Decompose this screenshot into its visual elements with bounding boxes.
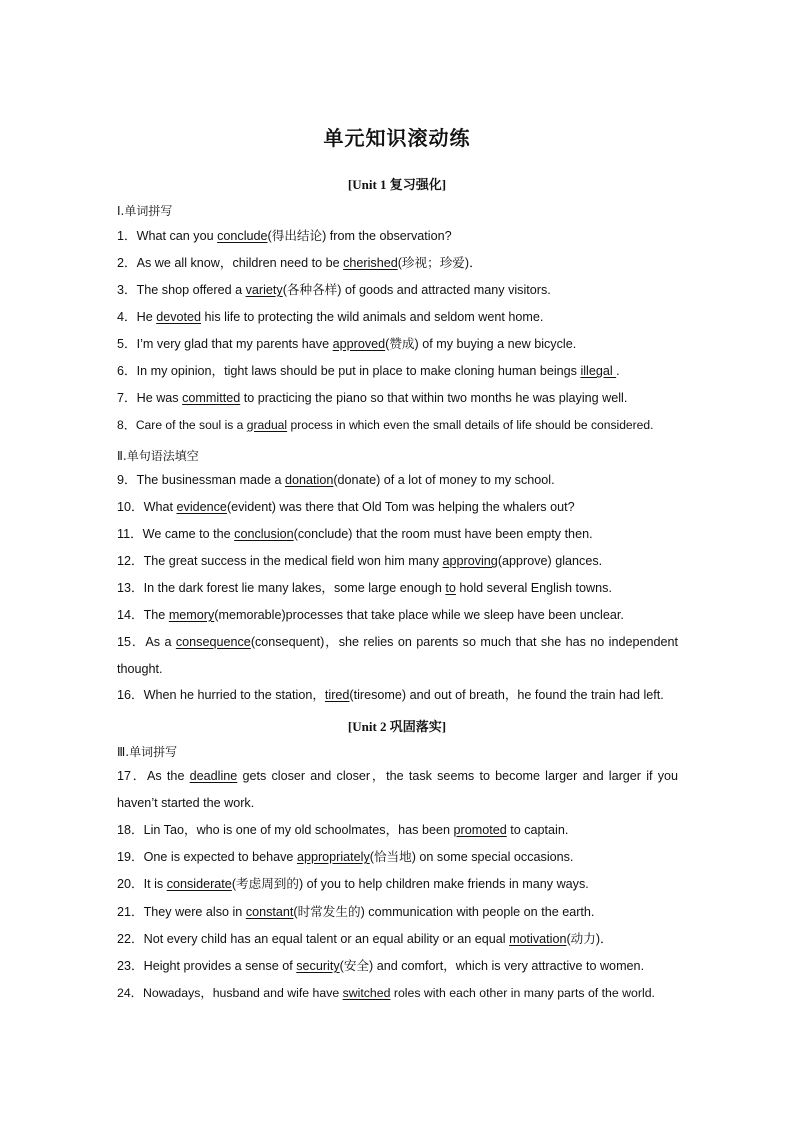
- question-22: 22．Not every child has an equal talent or an equal ability or an equal motivation(动力)．: [117, 932, 613, 946]
- answer-24: switched: [342, 986, 391, 1000]
- question-20: 20．It is considerate(考虑周到的) of you to help children make friends in many ways.: [117, 877, 589, 891]
- question-8: 8．Care of the soul is a gradual process in which even the small details of life should be considered.: [117, 418, 654, 432]
- question-9: 9．The businessman made a donation(donate) of a lot of money to my school.: [117, 473, 555, 487]
- answer-11: conclusion: [234, 527, 294, 541]
- question-17-cont: haven’t started the work.: [117, 796, 255, 810]
- unit1-heading: [Unit 1 复习强化]: [347, 177, 447, 192]
- page-title: 单元知识滚动练: [323, 126, 471, 150]
- answer-3: variety: [245, 283, 283, 297]
- answer-16: tired: [324, 688, 350, 702]
- answer-6: illegal: [580, 364, 617, 378]
- answer-15: consequence: [175, 635, 251, 649]
- question-11: 11．We came to the conclusion(conclude) that the room must have been empty then.: [117, 527, 593, 541]
- section-heading-3: Ⅲ.单词拼写: [117, 745, 178, 759]
- answer-9: donation: [285, 473, 334, 487]
- question-13: 13．In the dark forest lie many lakes，some large enough to hold several English towns.: [117, 581, 612, 595]
- question-2: 2．As we all know，children need to be cherished(珍视；珍爱)．: [117, 256, 482, 270]
- question-5: 5．I’m very glad that my parents have approved(赞成) of my buying a new bicycle.: [117, 337, 577, 351]
- question-15-cont: thought.: [117, 662, 163, 676]
- question-14: 14．The memory(memorable)processes that take place while we sleep have been unclear.: [117, 608, 624, 622]
- question-1: 1．What can you conclude(得出结论) from the observation?: [117, 229, 452, 243]
- question-3: 3．The shop offered a variety(各种各样) of goods and attracted many visitors.: [117, 283, 551, 297]
- question-7: 7．He was committed to practicing the piano so that within two months he was playing well.: [117, 391, 628, 405]
- question-6: 6．In my opinion，tight laws should be put in place to make cloning human beings illegal .: [117, 364, 620, 378]
- answer-8: gradual: [246, 418, 288, 432]
- answer-20: considerate: [166, 877, 232, 891]
- answer-10: evidence: [176, 500, 227, 514]
- question-10: 10．What evidence(evident) was there that Old Tom was helping the whalers out?: [117, 500, 575, 514]
- question-12: 12．The great success in the medical field won him many approving(approve) glances.: [117, 554, 603, 568]
- answer-19: appropriately: [296, 850, 370, 864]
- question-18: 18．Lin Tao，who is one of my old schoolmates，has been promoted to captain.: [117, 823, 569, 837]
- answer-4: devoted: [156, 310, 202, 324]
- answer-5: approved: [332, 337, 386, 351]
- question-4: 4．He devoted his life to protecting the wild animals and seldom went home.: [117, 310, 544, 324]
- answer-18: promoted: [453, 823, 507, 837]
- answer-14: memory: [168, 608, 215, 622]
- answer-2: cherished: [343, 256, 398, 270]
- answer-1: conclude: [217, 229, 268, 243]
- answer-22: motivation: [509, 932, 567, 946]
- answer-13: to: [445, 581, 456, 595]
- answer-12: approving: [442, 554, 498, 568]
- question-24: 24．Nowadays，husband and wife have switched roles with each other in many parts of the world.: [117, 986, 655, 1000]
- unit2-heading: [Unit 2 巩固落实]: [347, 719, 447, 734]
- answer-23: security: [296, 959, 340, 973]
- question-23: 23．Height provides a sense of security(安全) and comfort，which is very attractive to women.: [117, 959, 645, 973]
- answer-17: deadline: [189, 769, 238, 783]
- question-16: 16．When he hurried to the station，tired(tiresome) and out of breath，he found the train had left.: [117, 688, 664, 702]
- question-17: 17．As the deadline gets closer and closer，the task seems to become larger and larger if you: [117, 769, 678, 783]
- answer-21: constant: [245, 905, 294, 919]
- question-15: 15．As a consequence(consequent)，she relies on parents so much that she has no independent: [117, 635, 679, 649]
- answer-7: committed: [182, 391, 241, 405]
- section-heading-2: Ⅱ.单句语法填空: [117, 449, 199, 463]
- question-19: 19．One is expected to behave appropriately(恰当地) on some special occasions.: [117, 850, 574, 864]
- question-21: 21．They were also in constant(时常发生的) communication with people on the earth.: [117, 905, 595, 919]
- section-heading-1: Ⅰ.单词拼写: [117, 204, 173, 218]
